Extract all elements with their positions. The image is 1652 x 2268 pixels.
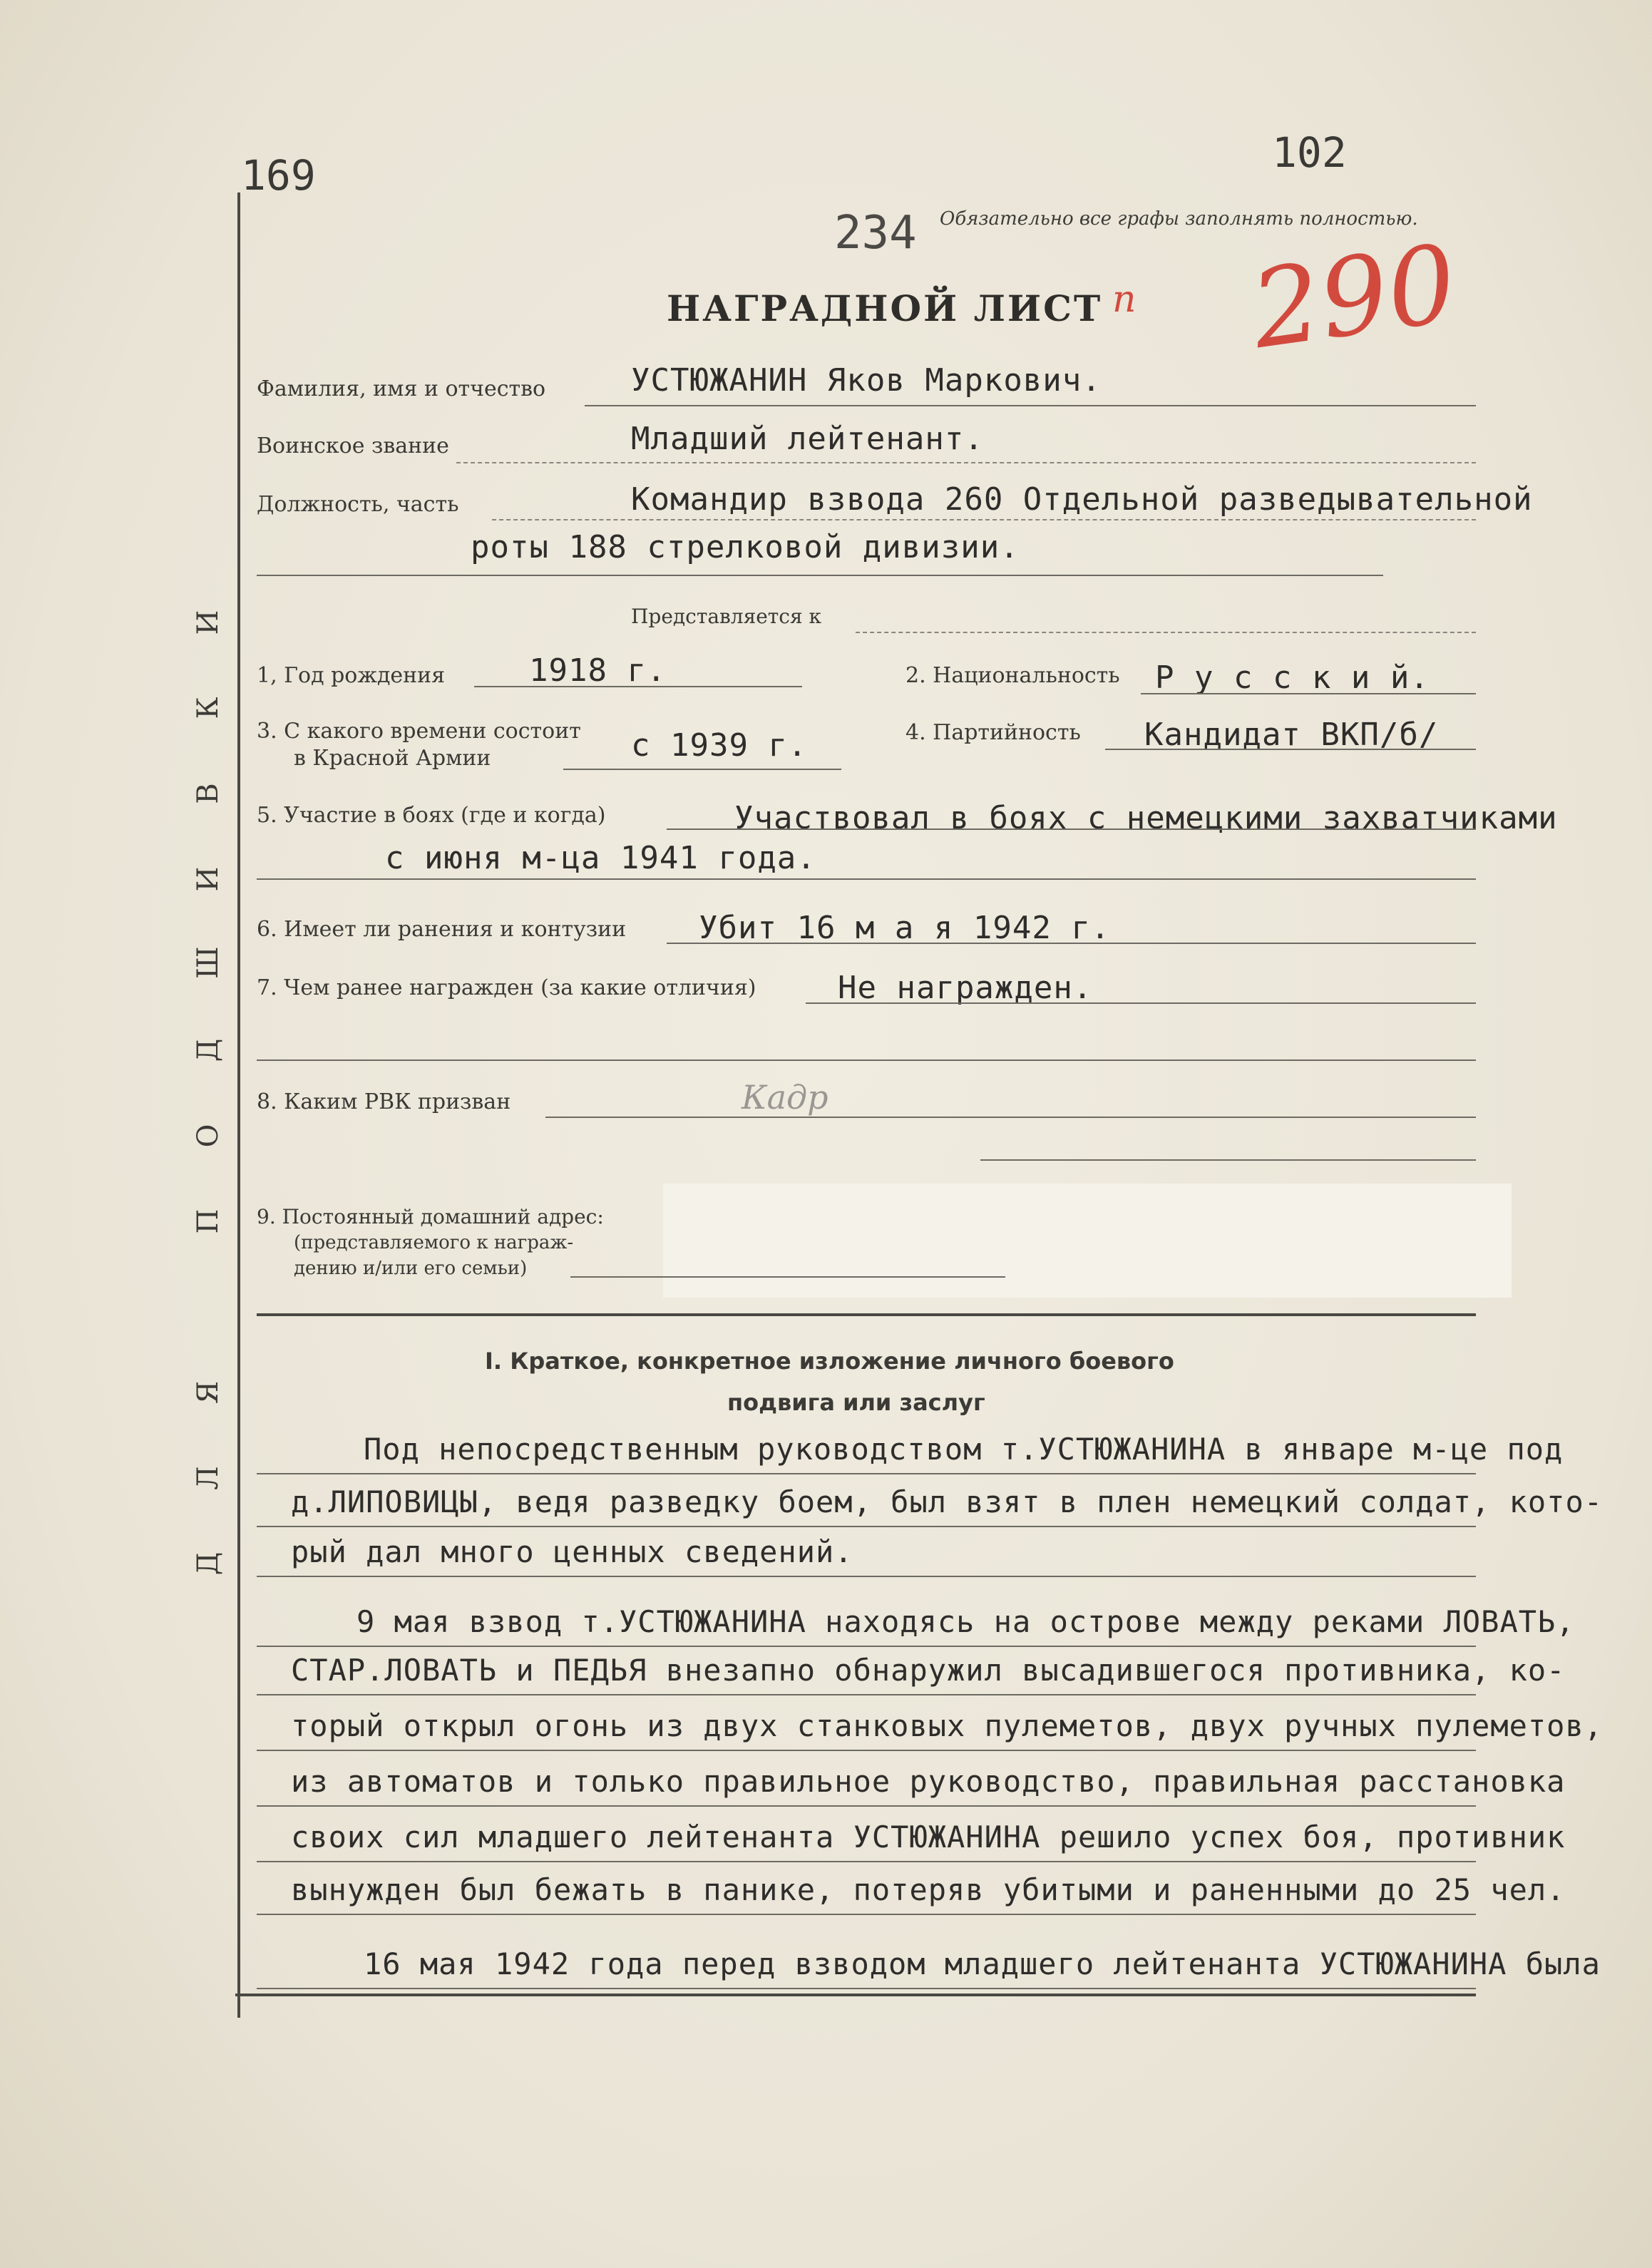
presented-underline xyxy=(856,632,1476,633)
name-underline xyxy=(585,405,1476,406)
fill-all-fields-note: Обязательно все графы заполнять полностью. xyxy=(940,208,1418,230)
rvk-value-pencil: Кадр xyxy=(742,1078,828,1117)
rank-label: Воинское звание xyxy=(257,433,449,458)
narrative-line: рый дал много ценных сведений. xyxy=(291,1534,853,1569)
wounds-value: Убит 16 м а я 1942 г. xyxy=(699,910,1111,946)
narrative-underline xyxy=(257,1694,1476,1695)
army-since-label-1: 3. С какого времени состоит xyxy=(257,719,581,744)
margin-letter: Л xyxy=(192,1466,225,1490)
position-underline-2 xyxy=(257,575,1383,576)
prior-awards-value: Не награжден. xyxy=(838,970,1093,1006)
margin-letter: О xyxy=(192,1124,225,1148)
position-value-line-1: Командир взвода 260 Отдельной разведывательной xyxy=(631,481,1533,518)
narrative-underline xyxy=(257,1988,1476,1989)
binding-margin-line xyxy=(237,193,240,2018)
handwritten-red-number: 290 xyxy=(1244,221,1464,374)
margin-letter: В xyxy=(192,783,225,804)
rvk-underline-1 xyxy=(545,1117,1476,1118)
battles-label: 5. Участие в боях (где и когда) xyxy=(257,803,606,828)
wounds-label: 6. Имеет ли ранения и контузии xyxy=(257,917,627,942)
rvk-underline-2 xyxy=(980,1159,1476,1161)
margin-letter: И xyxy=(192,866,225,892)
narrative-line: вынужден был бежать в панике, потеряв убитыми и раненными до 25 чел. xyxy=(291,1872,1566,1907)
section-heading-line-1: I. Краткое, конкретное изложение личного боевого xyxy=(485,1348,1174,1375)
stamp-number: 234 xyxy=(834,207,917,260)
party-underline xyxy=(1105,749,1476,750)
birth-year-value: 1918 г. xyxy=(529,652,667,689)
rvk-label: 8. Каким РВК призван xyxy=(257,1089,511,1114)
birth-year-label: 1, Год рождения xyxy=(257,663,446,688)
margin-letter: Я xyxy=(192,1380,225,1405)
army-since-underline xyxy=(563,769,841,770)
narrative-underline xyxy=(257,1526,1476,1527)
narrative-line: 9 мая взвод т.УСТЮЖАНИНА находясь на острове между реками ЛОВАТЬ, xyxy=(356,1604,1575,1639)
margin-letter: Д xyxy=(192,1551,225,1576)
prior-awards-underline-2 xyxy=(257,1059,1476,1061)
margin-letter: Ш xyxy=(192,946,225,979)
army-since-label-2: в Красной Армии xyxy=(294,746,491,771)
narrative-underline xyxy=(257,1473,1476,1474)
wounds-underline xyxy=(667,943,1476,944)
army-since-value: с 1939 г. xyxy=(631,727,808,764)
narrative-line: Под непосредственным руководством т.УСТЮЖАНИНА в январе м-це под xyxy=(364,1432,1564,1467)
narrative-line: д.ЛИПОВИЦЫ, ведя разведку боем, был взят в плен немецкий солдат, кото- xyxy=(291,1484,1604,1519)
narrative-underline xyxy=(257,1805,1476,1807)
battles-underline-2 xyxy=(257,878,1476,880)
section-heading-line-2: подвига или заслуг xyxy=(727,1389,985,1416)
rank-value: Младший лейтенант. xyxy=(631,421,984,457)
narrative-line: из автоматов и только правильное руководство, правильная расстановка xyxy=(291,1764,1566,1799)
narrative-line: 16 мая 1942 года перед взводом младшего лейтенанта УСТЮЖАНИНА была xyxy=(364,1946,1601,1981)
narrative-underline xyxy=(257,1861,1476,1862)
battles-underline-1 xyxy=(667,828,1476,830)
narrative-line: СТАР.ЛОВАТЬ и ПЕДЬЯ внезапно обнаружил высадившегося противника, ко- xyxy=(291,1653,1566,1688)
battles-value-line-1: Участвовал в боях с немецкими захватчиками xyxy=(734,800,1558,836)
narrative-underline xyxy=(257,1576,1476,1577)
page-bottom-rule xyxy=(235,1994,1476,1996)
name-value: УСТЮЖАНИН Яков Маркович. xyxy=(631,362,1102,399)
archive-number-left: 169 xyxy=(241,151,316,200)
position-label: Должность, часть xyxy=(257,492,459,517)
address-label-2: (представляемого к награж- xyxy=(294,1232,574,1253)
prior-awards-label: 7. Чем ранее награжден (за какие отличия) xyxy=(257,975,756,1000)
document-title: НАГРАДНОЙ ЛИСТ xyxy=(667,287,1103,329)
margin-letter: Д xyxy=(192,1038,225,1062)
position-value-line-2: роты 188 стрелковой дивизии. xyxy=(471,529,1020,565)
section-divider xyxy=(257,1313,1476,1316)
nationality-label: 2. Национальность xyxy=(905,663,1120,688)
nationality-underline xyxy=(1141,693,1476,694)
rank-underline xyxy=(456,462,1476,463)
name-label: Фамилия, имя и отчество xyxy=(257,376,546,401)
narrative-line: своих сил младшего лейтенанта УСТЮЖАНИНА решило успех боя, противник xyxy=(291,1820,1566,1854)
prior-awards-underline-1 xyxy=(806,1002,1476,1004)
birth-year-underline xyxy=(474,686,802,687)
margin-letter: К xyxy=(192,697,225,719)
narrative-line: торый открыл огонь из двух станковых пулеметов, двух ручных пулеметов, xyxy=(291,1708,1604,1743)
address-label-3: дению и/или его семьи) xyxy=(294,1258,528,1279)
handwritten-red-mark: п xyxy=(1112,278,1137,321)
address-underline xyxy=(570,1276,1005,1278)
redacted-address-area xyxy=(663,1184,1512,1298)
narrative-underline xyxy=(257,1914,1476,1915)
archive-number-right: 102 xyxy=(1272,128,1347,177)
margin-letter: П xyxy=(192,1209,225,1234)
address-label-1: 9. Постоянный домашний адрес: xyxy=(257,1205,604,1228)
narrative-underline xyxy=(257,1646,1476,1647)
margin-letter: И xyxy=(192,610,225,635)
party-value: Кандидат ВКП/б/ xyxy=(1144,717,1439,753)
party-label: 4. Партийность xyxy=(905,720,1081,745)
presented-label: Представляется к xyxy=(631,605,822,628)
narrative-underline xyxy=(257,1750,1476,1751)
battles-value-line-2: с июня м-ца 1941 года. xyxy=(385,840,816,876)
position-underline-1 xyxy=(492,519,1476,520)
nationality-value: Р у с с к и й. xyxy=(1155,660,1430,696)
